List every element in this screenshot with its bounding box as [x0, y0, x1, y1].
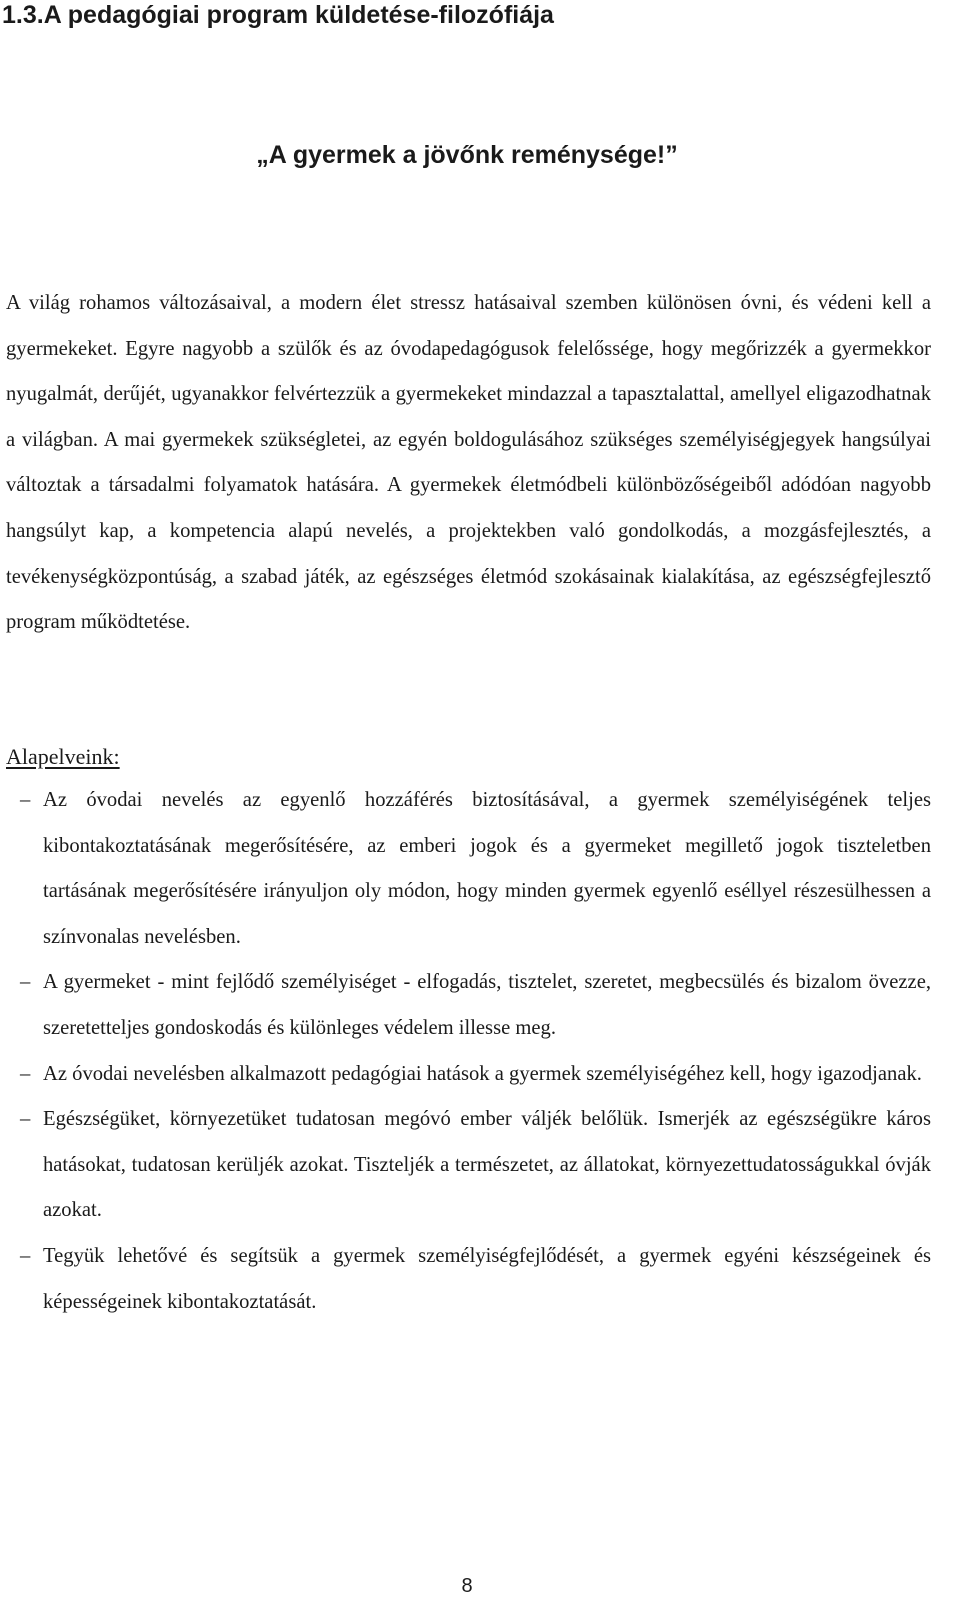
principle-item	[6, 778, 931, 960]
dash-bullet: –	[20, 1108, 31, 1131]
principle-text: Egészségüket, környezetüket tudatosan megóvó ember váljék belőlük. Ismerjék az egészségükre káros hatásokat, tudatosan kerüljék azokat. Tiszteljék a természetet, az állatokat, környezettudatosságukkal óvják azokat.	[43, 1108, 931, 1222]
principle-item	[6, 1052, 931, 1098]
principles-heading: Alapelveink:	[6, 744, 120, 769]
principle-text: A gyermeket - mint fejlődő személyiséget - elfogadás, tisztelet, szeretet, megbecsülés és bizalom övezze, szeretetteljes gondoskodás és különleges védelem illesse meg.	[43, 971, 931, 1039]
intro-paragraph: A világ rohamos változásaival, a modern élet stressz hatásaival szemben különösen óvni, és védeni kell a gyermekeket. Egyre nagyobb a szülők és az óvodapedagógusok felelőssége, hogy megőrizzék a gyermekkor nyugalmát, derűjét, ugyanakkor felvértezzük a gyermekeket mindazzal a tapasztalattal, amellyel eligazodhatnak a világban. A mai gyermekek szükségletei, az egyén boldogulásához szükséges személyiségjegyek hangsúlyai változtak a társadalmi folyamatok hatására. A gyermekek életmódbeli különbözőségeiből adódóan nagyobb hangsúlyt kap, a kompetencia alapú nevelés, a projektekben való gondolkodás, a mozgásfejlesztés, a tevékenységközpontúság, a szabad játék, az egészséges életmód szokásainak kialakítása, az egészségfejlesztő program működtetése.	[6, 292, 931, 634]
principle-item	[6, 1234, 931, 1325]
section-title: 1.3.A pedagógiai program küldetése-filozófiája	[2, 1, 554, 29]
motto-heading: „A gyermek a jövőnk reménysége!”	[256, 141, 678, 169]
principle-text: Az óvodai nevelés az egyenlő hozzáférés biztosításával, a gyermek személyiségének teljes kibontakoztatásának megerősítésére, az emberi jogok és a gyermeket megillető jogok tiszteletben tartásának megerősítésére irányuljon oly módon, hogy minden gyermek egyenlő eséllyel részesülhessen a színvonalas nevelésben.	[43, 789, 931, 948]
dash-bullet: –	[20, 1244, 31, 1267]
principle-text: Az óvodai nevelésben alkalmazott pedagógiai hatások a gyermek személyiségéhez kell, hogy igazodjanak.	[43, 1062, 922, 1085]
page-number: 8	[461, 1575, 473, 1597]
principle-item	[6, 1097, 931, 1234]
principles-list	[6, 778, 931, 1325]
dash-bullet: –	[20, 1062, 31, 1085]
dash-bullet: –	[20, 789, 31, 811]
principle-item	[6, 960, 931, 1051]
dash-bullet: –	[20, 971, 31, 994]
principle-text: Tegyük lehetővé és segítsük a gyermek személyiségfejlődését, a gyermek egyéni készségeinek és képességeinek kibontakoztatását.	[43, 1244, 931, 1313]
